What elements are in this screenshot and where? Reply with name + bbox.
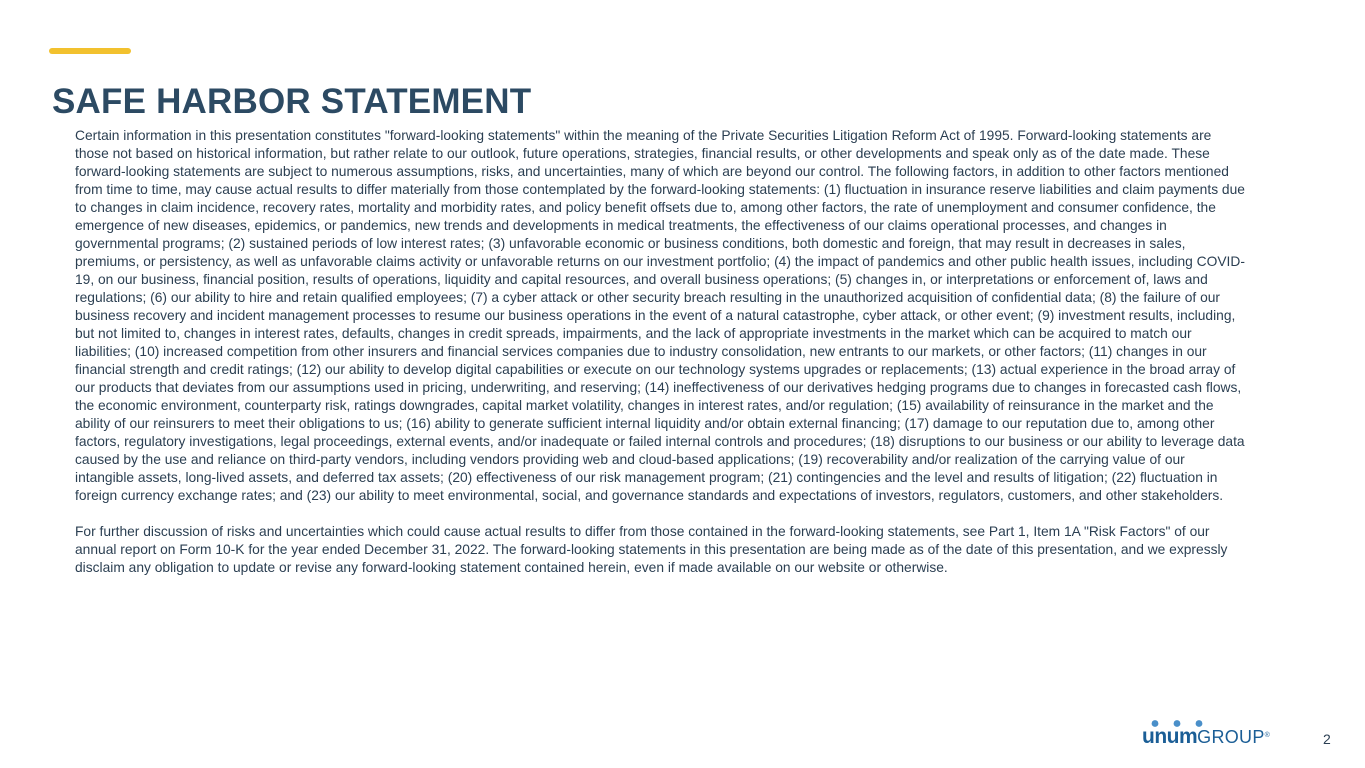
logo-registered-mark: ® [1264,732,1270,739]
title-accent-bar [49,48,131,54]
slide-title: SAFE HARBOR STATEMENT [52,82,532,121]
unum-group-logo [1142,719,1287,747]
safe-harbor-paragraph-2: For further discussion of risks and uncertainties which could cause actual results to differ from those contained in the forward-looking statements, see Part 1, Item 1A "Risk Factors" of our annual report on Form 10-K for the year ended December 31, 2022. The forward-looking statements in this presentation are being made as of the date of this presentation, and we expressly disclaim any obligation to update or revise any forward-looking statement contained herein, even if made available on our website or otherwise. [75,524,1228,575]
safe-harbor-body [75,127,1247,577]
logo-group-text: GROUP [1197,727,1265,747]
safe-harbor-paragraph-1: Certain information in this presentation constitutes "forward-looking statements" within the meaning of the Private Securities Litigation Reform Act of 1995. Forward-looking statements are those not based on historical information, but rather relate to our outlook, future operations, strategies, financial results, or other developments and speak only as of the date made. These forward-looking statements are subject to numerous assumptions, risks, and uncertainties, many of which are beyond our control. The following factors, in addition to other factors mentioned from time to time, may cause actual results to differ materially from those contemplated by the forward-looking statements: (1) fluctuation in insurance reserve liabilities and claim payments due to changes in claim incidence, recovery rates, mortality and morbidity rates, and policy benefit offsets due to, among other factors, the rate of unemployment and consumer confidence, the emergence of new diseases, epidemics, or pandemics, new trends and developments in medical treatments, the effectiveness of our claims operational processes, and changes in governmental programs; (2) sustained periods of low interest rates; (3) unfavorable economic or business conditions, both domestic and foreign, that may result in decreases in sales, premiums, or persistency, as well as unfavorable claims activity or unfavorable returns on our investment portfolio; (4) the impact of pandemics and other public health issues, including COVID-19, on our business, financial position, results of operations, liquidity and capital resources, and overall business operations; (5) changes in, or interpretations or enforcement of, laws and regulations; (6) our ability to hire and retain qualified employees; (7) a cyber attack or other security breach resulting in the unauthorized acquisition of confidential data; (8) the failure of our business recovery and incident management processes to resume our business operations in the event of a natural catastrophe, cyber attack, or other event; (9) investment results, including, but not limited to, changes in interest rates, defaults, changes in credit spreads, impairments, and the lack of appropriate investments in the market which can be acquired to match our liabilities; (10) increased competition from other insurers and financial services companies due to industry consolidation, new entrants to our markets, or other factors; (11) changes in our financial strength and credit ratings; (12) our ability to develop digital capabilities or execute on our technology systems upgrades or replacements; (13) actual experience in the broad array of our products that deviates from our assumptions used in pricing, underwriting, and reserving; (14) ineffectiveness of our derivatives hedging programs due to changes in forecasted cash flows, the economic environment, counterparty risk, ratings downgrades, capital market volatility, changes in interest rates, and/or regulation; (15) availability of reinsurance in the market and the ability of our reinsurers to meet their obligations to us; (16) ability to generate sufficient internal liquidity and/or obtain external financing; (17) damage to our reputation due to, among other factors, regulatory investigations, legal proceedings, external events, and/or inadequate or failed internal controls and procedures; (18) disruptions to our business or our ability to leverage data caused by the use and reliance on third-party vendors, including vendors providing web and cloud-based applications; (19) recoverability and/or realization of the carrying value of our intangible assets, long-lived assets, and deferred tax assets; (20) effectiveness of our risk management program; (21) contingencies and the level and results of litigation; (22) fluctuation in foreign currency exchange rates; and (23) our ability to meet environmental, social, and governance standards and expectations of investors, regulators, customers, and other stakeholders. [75,128,1245,503]
logo-unum-text: unum [1142,725,1198,748]
page-number: 2 [1323,731,1331,747]
logo-wordmark [1142,727,1270,749]
